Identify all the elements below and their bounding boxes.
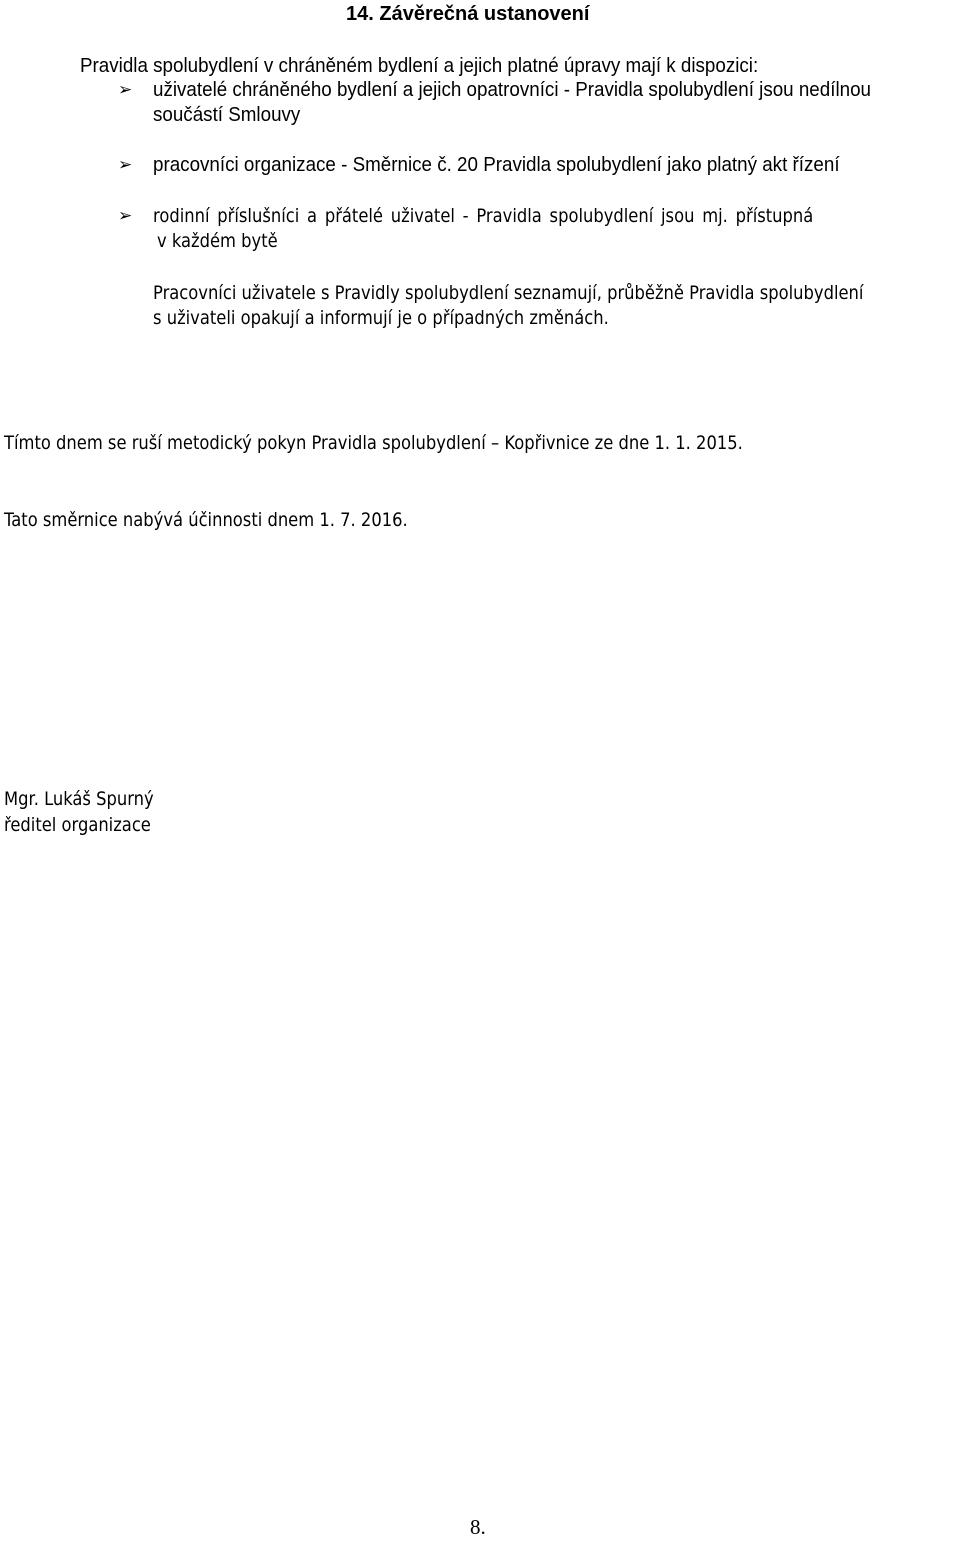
list-item-text: uživatelé chráněného bydlení a jejich opatrovníci - Pravidla spolubydlení jsou nedílnou [153, 79, 871, 101]
staff-paragraph-line: Pracovníci uživatele s Pravidly spolubydlení seznamují, průběžně Pravidla spolubydlení [153, 282, 864, 304]
page-number: 8. [470, 1515, 486, 1539]
section-title: 14. Závěrečná ustanovení [346, 3, 590, 25]
arrow-bullet-icon: ➢ [118, 155, 133, 175]
staff-paragraph-line: s uživateli opakují a informují je o případných změnách. [153, 307, 609, 329]
list-item-text-continued: součástí Smlouvy [153, 104, 301, 126]
signatory-role: ředitel organizace [4, 814, 151, 836]
intro-text: Pravidla spolubydlení v chráněném bydlení a jejich platné úpravy mají k dispozici: [80, 55, 759, 77]
list-item-text: pracovníci organizace - Směrnice č. 20 Pravidla spolubydlení jako platný akt řízení [153, 154, 840, 176]
list-item-text: rodinní příslušníci a přátelé uživatel - Pravidla spolubydlení jsou mj. přístupná [153, 205, 814, 227]
list-item-text-continued: v každém bytě [157, 230, 278, 252]
arrow-bullet-icon: ➢ [118, 206, 133, 226]
effective-date-statement: Tato směrnice nabývá účinnosti dnem 1. 7. 2016. [4, 509, 408, 531]
signatory-name: Mgr. Lukáš Spurný [4, 788, 154, 810]
repeal-statement: Tímto dnem se ruší metodický pokyn Pravidla spolubydlení – Kopřivnice ze dne 1. 1. 2015. [4, 432, 743, 454]
arrow-bullet-icon: ➢ [118, 80, 133, 100]
